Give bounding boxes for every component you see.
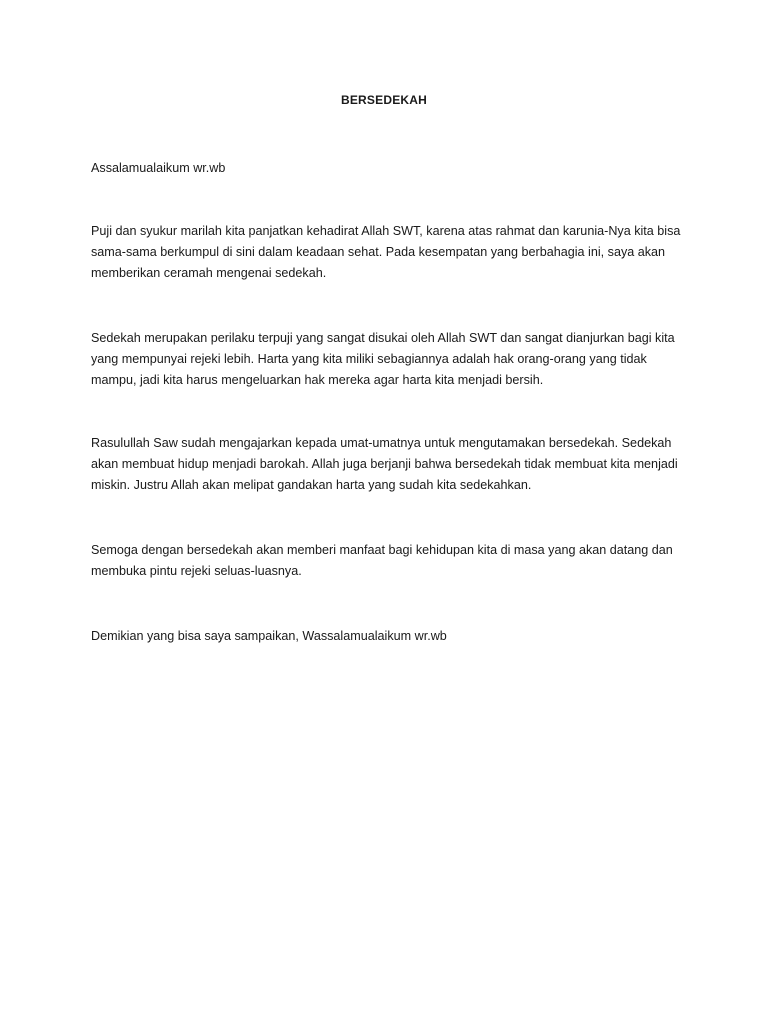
sedekah-definition-paragraph: Sedekah merupakan perilaku terpuji yang sangat disukai oleh Allah SWT dan sangat dianjurkan bagi kita yang mempunyai rejeki lebih. Harta yang kita miliki sebagiannya adalah hak orang-orang yang tidak mampu, jadi kita harus mengeluarkan hak mereka agar harta kita menjadi bersih. [91, 331, 675, 387]
opening-paragraph: Puji dan syukur marilah kita panjatkan kehadirat Allah SWT, karena atas rahmat dan karunia-Nya kita bisa sama-sama berkumpul di sini dalam keadaan sehat. Pada kesempatan yang berbahagia ini, saya akan memberikan ceramah mengenai sedekah. [91, 224, 681, 280]
closing-paragraph: Demikian yang bisa saya sampaikan, Wassalamualaikum wr.wb [91, 629, 447, 643]
rasulullah-teaching-paragraph: Rasulullah Saw sudah mengajarkan kepada umat-umatnya untuk mengutamakan bersedekah. Sedekah akan membuat hidup menjadi barokah. Allah juga berjanji bahwa bersedekah tidak membuat kita menjadi miskin. Justru Allah akan melipat gandakan harta yang sudah kita sedekahkan. [91, 436, 678, 492]
greeting-paragraph: Assalamualaikum wr.wb [91, 161, 226, 175]
hope-paragraph: Semoga dengan bersedekah akan memberi manfaat bagi kehidupan kita di masa yang akan datang dan membuka pintu rejeki seluas-luasnya. [91, 543, 673, 578]
document-title: BERSEDEKAH [340, 93, 427, 107]
